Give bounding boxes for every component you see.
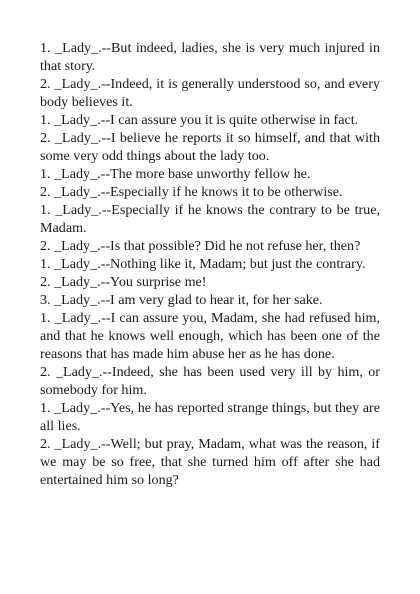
dialogue-paragraph: 2. _Lady_.--You surprise me! bbox=[40, 274, 207, 290]
dialogue-paragraph: 2. _Lady_.--Indeed, she has been used very ill by him, or somebody for him. bbox=[40, 364, 380, 398]
dialogue-text bbox=[40, 39, 380, 489]
dialogue-paragraph: 1. _Lady_.--Nothing like it, Madam; but just the contrary. bbox=[40, 256, 366, 272]
dialogue-paragraph: 3. _Lady_.--I am very glad to hear it, for her sake. bbox=[40, 292, 323, 308]
dialogue-paragraph: 1. _Lady_.--Especially if he knows the contrary to be true, Madam. bbox=[40, 202, 380, 236]
dialogue-paragraph: 1. _Lady_.--I can assure you, Madam, she had refused him, and that he knows well enough, which has been one of the reasons that has made him abuse her as he has done. bbox=[40, 310, 380, 362]
dialogue-paragraph: 2. _Lady_.--I believe he reports it so himself, and that with some very odd things about the lady too. bbox=[40, 130, 380, 164]
dialogue-paragraph: 2. _Lady_.--Is that possible? Did he not refuse her, then? bbox=[40, 238, 361, 254]
dialogue-paragraph: 2. _Lady_.--Well; but pray, Madam, what was the reason, if we may be so free, that she turned him off after she had entertained him so long? bbox=[40, 436, 380, 488]
dialogue-paragraph: 1. _Lady_.--I can assure you it is quite otherwise in fact. bbox=[40, 112, 359, 128]
dialogue-paragraph: 1. _Lady_.--Yes, he has reported strange things, but they are all lies. bbox=[40, 400, 380, 434]
dialogue-paragraph: 1. _Lady_.--The more base unworthy fellow he. bbox=[40, 166, 311, 182]
dialogue-paragraph: 2. _Lady_.--Indeed, it is generally understood so, and every body believes it. bbox=[40, 76, 380, 110]
dialogue-paragraph: 1. _Lady_.--But indeed, ladies, she is very much injured in that story. bbox=[40, 40, 380, 74]
dialogue-paragraph: 2. _Lady_.--Especially if he knows it to be otherwise. bbox=[40, 184, 343, 200]
